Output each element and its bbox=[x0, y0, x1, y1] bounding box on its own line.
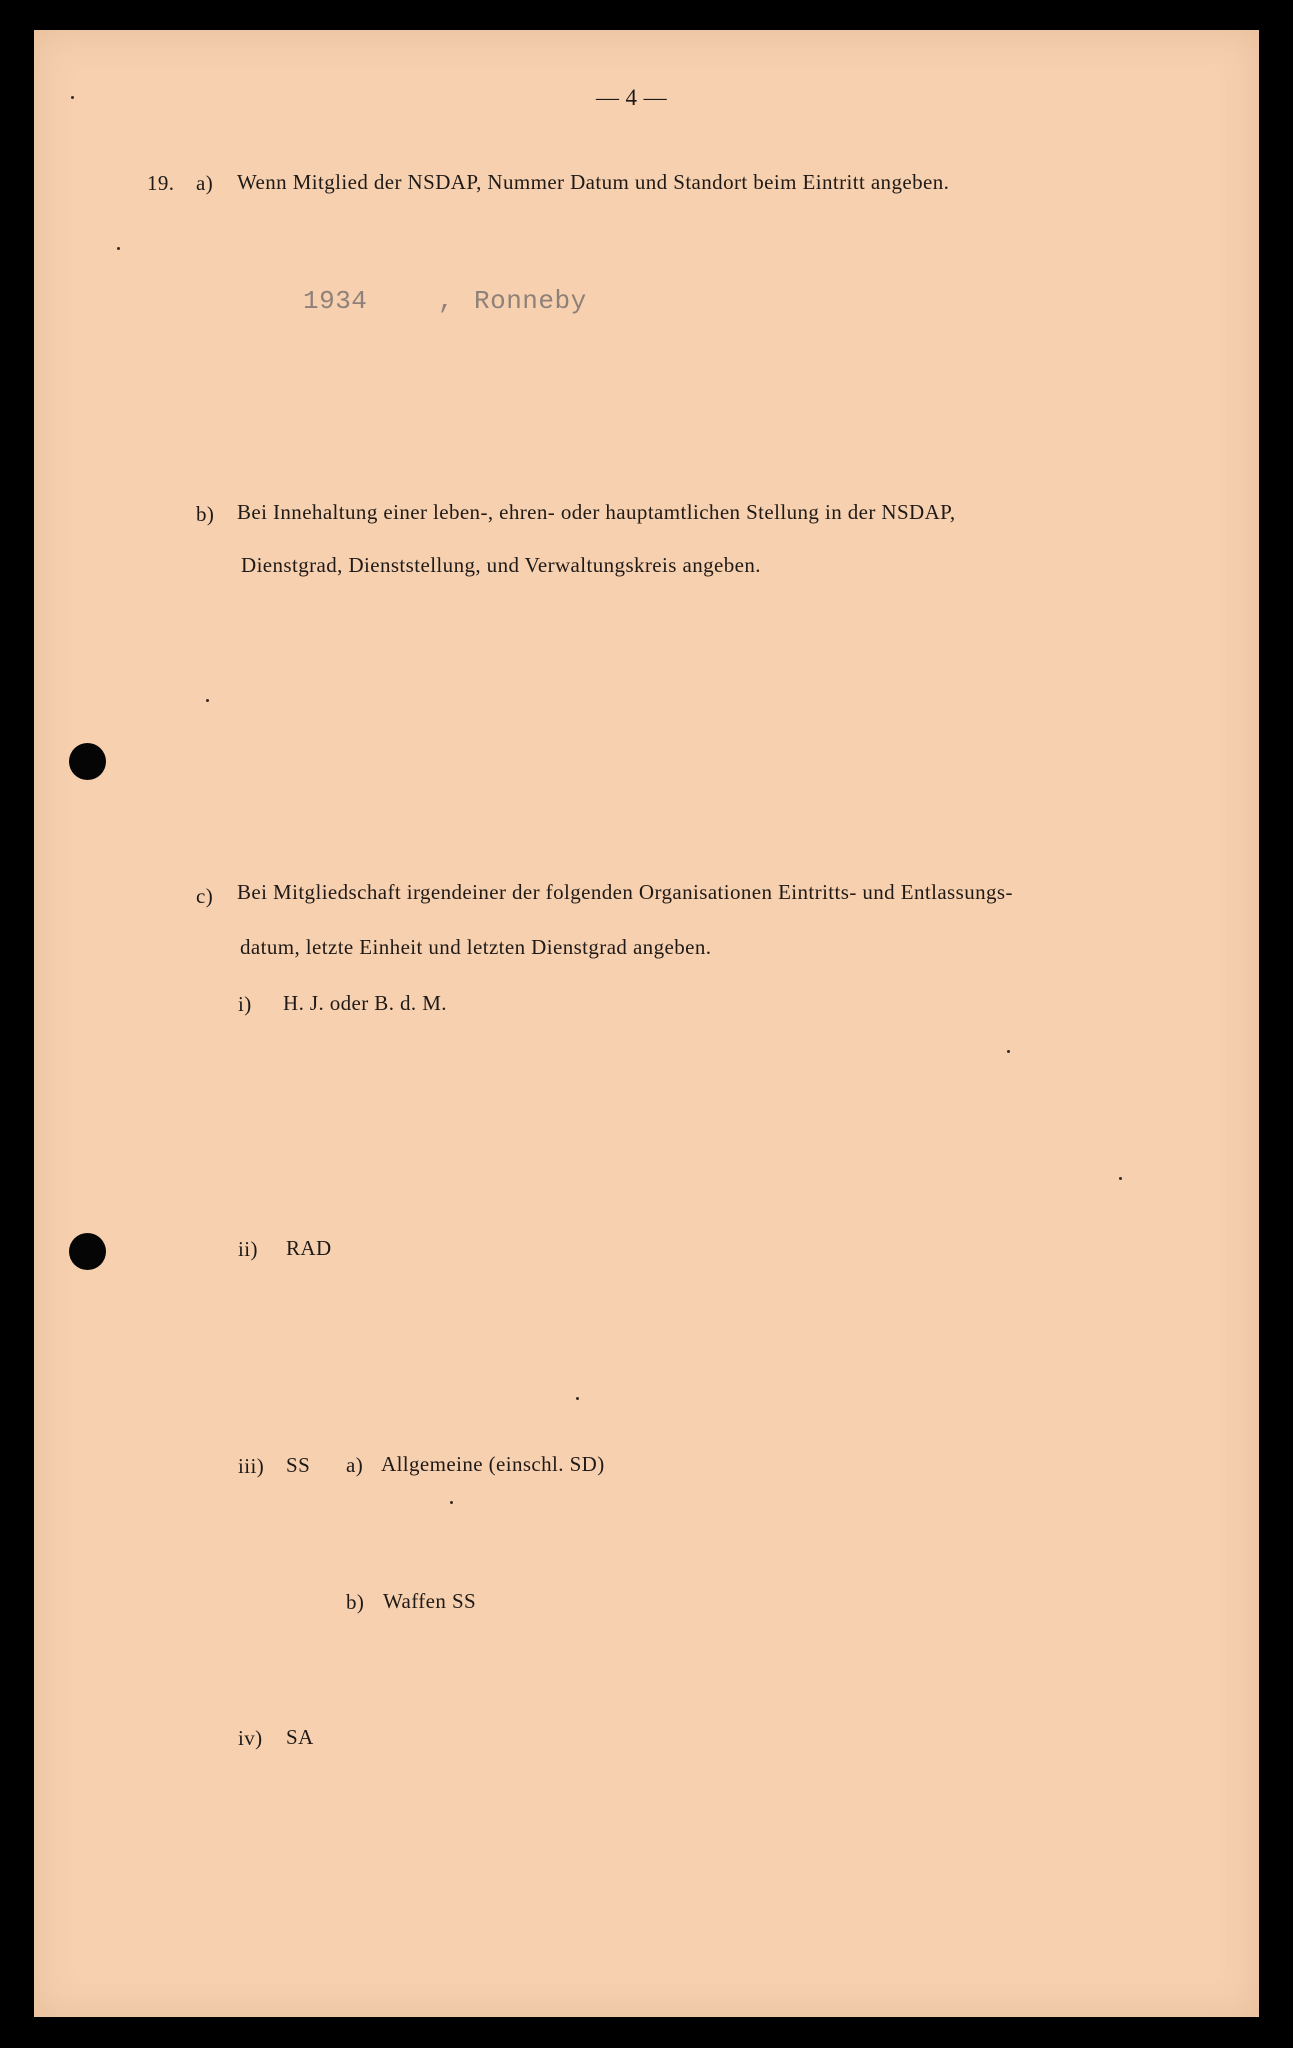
answer-place: Ronneby bbox=[474, 286, 587, 316]
form-page bbox=[34, 30, 1259, 2017]
answer-year: 1934 bbox=[303, 286, 368, 316]
question-19b-line2: Dienstgrad, Dienststellung, und Verwaltungskreis angeben. bbox=[241, 553, 761, 577]
item-iii-a-text: Allgemeine (einschl. SD) bbox=[381, 1452, 605, 1476]
paper-speck bbox=[71, 96, 74, 99]
question-number: 19. bbox=[147, 171, 175, 195]
item-iv-label: iv) bbox=[238, 1726, 263, 1750]
item-iii-text: SS bbox=[286, 1453, 311, 1477]
paper-speck bbox=[576, 1397, 579, 1400]
page-number: — 4 — bbox=[596, 85, 667, 110]
paper-speck bbox=[1007, 1050, 1010, 1053]
paper-speck bbox=[1119, 1177, 1122, 1180]
item-iii-b-label: b) bbox=[346, 1590, 365, 1614]
question-19b-line1: Bei Innehaltung einer leben-, ehren- oder hauptamtlichen Stellung in der NSDAP, bbox=[237, 500, 956, 524]
item-iii-b-text: Waffen SS bbox=[383, 1589, 477, 1613]
question-19b-label: b) bbox=[196, 502, 215, 526]
question-19c-line2: datum, letzte Einheit und letzten Dienstgrad angeben. bbox=[240, 935, 712, 959]
item-iii-label: iii) bbox=[238, 1454, 265, 1478]
item-iv-text: SA bbox=[286, 1725, 314, 1749]
punch-hole-upper bbox=[69, 743, 106, 780]
punch-hole-lower bbox=[69, 1233, 106, 1270]
item-iii-a-label: a) bbox=[346, 1453, 364, 1477]
item-ii-label: ii) bbox=[238, 1237, 258, 1261]
question-19c-line1: Bei Mitgliedschaft irgendeiner der folgenden Organisationen Eintritts- und Entlassungs- bbox=[237, 880, 1013, 904]
item-ii-text: RAD bbox=[286, 1236, 332, 1260]
paper-speck bbox=[117, 247, 120, 250]
question-19c-label: c) bbox=[196, 884, 214, 908]
answer-separator: , bbox=[438, 286, 455, 316]
question-19a-label: a) bbox=[196, 171, 214, 195]
item-i-label: i) bbox=[238, 992, 252, 1016]
paper-speck bbox=[206, 699, 209, 702]
item-i-text: H. J. oder B. d. M. bbox=[283, 991, 447, 1015]
question-19a-text: Wenn Mitglied der NSDAP, Nummer Datum und Standort beim Eintritt angeben. bbox=[237, 170, 950, 194]
paper-speck bbox=[450, 1501, 453, 1504]
